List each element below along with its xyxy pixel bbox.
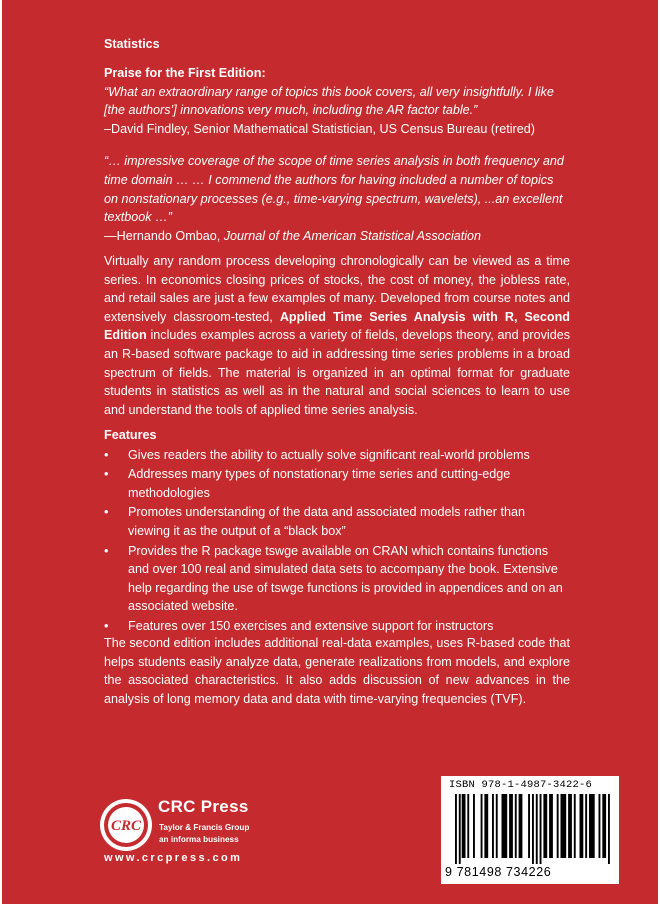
- review-author-2: —Hernando Ombao,: [104, 228, 224, 243]
- description-paragraph: [104, 252, 570, 419]
- review-quote-2: “… impressive coverage of the scope of time series analysis in both frequency and time domain … … I commend the authors for having included a number of topics on nonstationary processes (e.g., time-varying spectrum, wavelets), ...an excellent textbook …”: [104, 154, 564, 225]
- barcode-bar: [543, 794, 547, 858]
- back-cover: [2, 0, 658, 904]
- barcode-bar: [540, 794, 542, 864]
- isbn-text: ISBN 978-1-4987-3422-6: [449, 779, 593, 791]
- barcode-bar: [519, 794, 523, 858]
- bullet-icon: •: [104, 505, 109, 520]
- closing-section: [104, 634, 570, 708]
- praise-section: [104, 64, 570, 245]
- barcode-bar: [473, 794, 475, 858]
- publisher-url: www.crcpress.com: [104, 852, 243, 864]
- feature-text: Provides the R package tswge available on CRAN which contains functions and over 100 real and simulated data sets to accompany the book. Extensive help regarding the use of tswge functions is provided in appendices and on an associated website.: [128, 543, 563, 614]
- description-part-2: includes examples across a variety of fields, develops theory, and provides an R-based software package to aid in addressing time series problems in a broad spectrum of fields. The material is organized in an optimal format for graduate students in statistics as well as in the natural and social sciences to learn to use and understand the tools of applied time series analysis.: [104, 328, 570, 417]
- review-journal-2: Journal of the American Statistical Association: [223, 228, 482, 243]
- barcode-bars: [447, 794, 613, 864]
- barcode-bar: [608, 794, 610, 864]
- barcode-bar: [549, 794, 553, 858]
- barcode-bar: [515, 794, 517, 858]
- feature-text: Features over 150 exercises and extensive support for instructors: [128, 618, 494, 633]
- description-section: [104, 252, 570, 419]
- barcode-bar: [481, 794, 483, 858]
- description-part-1: Virtually any random process developing chronologically can be viewed as a time series. In economics closing prices of stocks, the cost of money, the jobless rate, and retail sales are just a few examples of many. Developed from course notes and extensively classroom-tested,: [104, 254, 570, 324]
- barcode-bar: [602, 794, 606, 858]
- barcode-bar: [462, 794, 466, 858]
- barcode-bar: [502, 794, 508, 858]
- barcode-bar: [536, 794, 538, 864]
- feature-item: [104, 465, 570, 502]
- review-quote-1: “What an extraordinary range of topics this book covers, all very insightfully. I like [the authors’] innovations very much, including the AR factor table.”: [104, 84, 554, 118]
- publisher-group-name: Taylor & Francis Group: [159, 823, 250, 832]
- feature-text: Addresses many types of nonstationary time series and cutting-edge methodologies: [128, 467, 511, 500]
- barcode-bar: [509, 794, 513, 858]
- barcode-bar: [580, 794, 584, 858]
- barcode-bar: [599, 794, 601, 858]
- publisher-business: an informa business: [159, 835, 239, 844]
- barcode-bar: [492, 794, 494, 858]
- barcode-bar: [574, 794, 576, 858]
- praise-heading: Praise for the First Edition:: [104, 66, 266, 80]
- logo-text: CRC: [110, 818, 142, 834]
- barcode-bar: [561, 794, 567, 858]
- publisher-group: [159, 822, 249, 846]
- barcode: [441, 776, 619, 884]
- features-list: [104, 446, 570, 636]
- barcode-bar: [585, 794, 587, 858]
- review-attribution-2: [104, 227, 570, 246]
- bullet-icon: •: [104, 618, 109, 633]
- feature-item: [104, 617, 570, 636]
- barcode-digits: 9 781498 734226: [445, 865, 552, 879]
- feature-item: [104, 503, 570, 540]
- bullet-icon: •: [104, 467, 109, 482]
- barcode-bar: [467, 794, 469, 858]
- barcode-bar: [532, 794, 534, 864]
- barcode-bar: [568, 794, 572, 858]
- barcode-bar: [455, 794, 457, 864]
- review-attribution-1: –David Findley, Senior Mathematical Statistician, US Census Bureau (retired): [104, 121, 535, 136]
- features-section: [104, 426, 570, 637]
- barcode-bar: [557, 794, 559, 858]
- bullet-icon: •: [104, 543, 109, 558]
- barcode-bar: [528, 794, 530, 858]
- book-title: Applied Time Series Analysis with R, Second Edition: [104, 309, 570, 343]
- bullet-icon: •: [104, 447, 109, 462]
- feature-item: [104, 542, 570, 616]
- barcode-bar: [484, 794, 488, 858]
- closing-paragraph: The second edition includes additional real-data examples, uses R-based code that helps students easily analyze data, generate realizations from models, and explore the associated characteristics. It also adds discussion of new advances in the analysis of long memory data and data with time-varying frequencies (TVF).: [104, 636, 570, 706]
- feature-item: [104, 446, 570, 465]
- barcode-bar: [496, 794, 498, 858]
- feature-text: Gives readers the ability to actually solve significant real-world problems: [128, 447, 530, 462]
- barcode-bar: [459, 794, 461, 864]
- barcode-bar: [589, 794, 595, 858]
- crc-logo-icon: [98, 797, 154, 853]
- publisher-name: CRC Press: [158, 797, 249, 816]
- category-label: Statistics: [104, 37, 160, 51]
- feature-text: Promotes understanding of the data and associated models rather than viewing it as the output of a “black box”: [128, 505, 525, 538]
- features-heading: Features: [104, 428, 157, 442]
